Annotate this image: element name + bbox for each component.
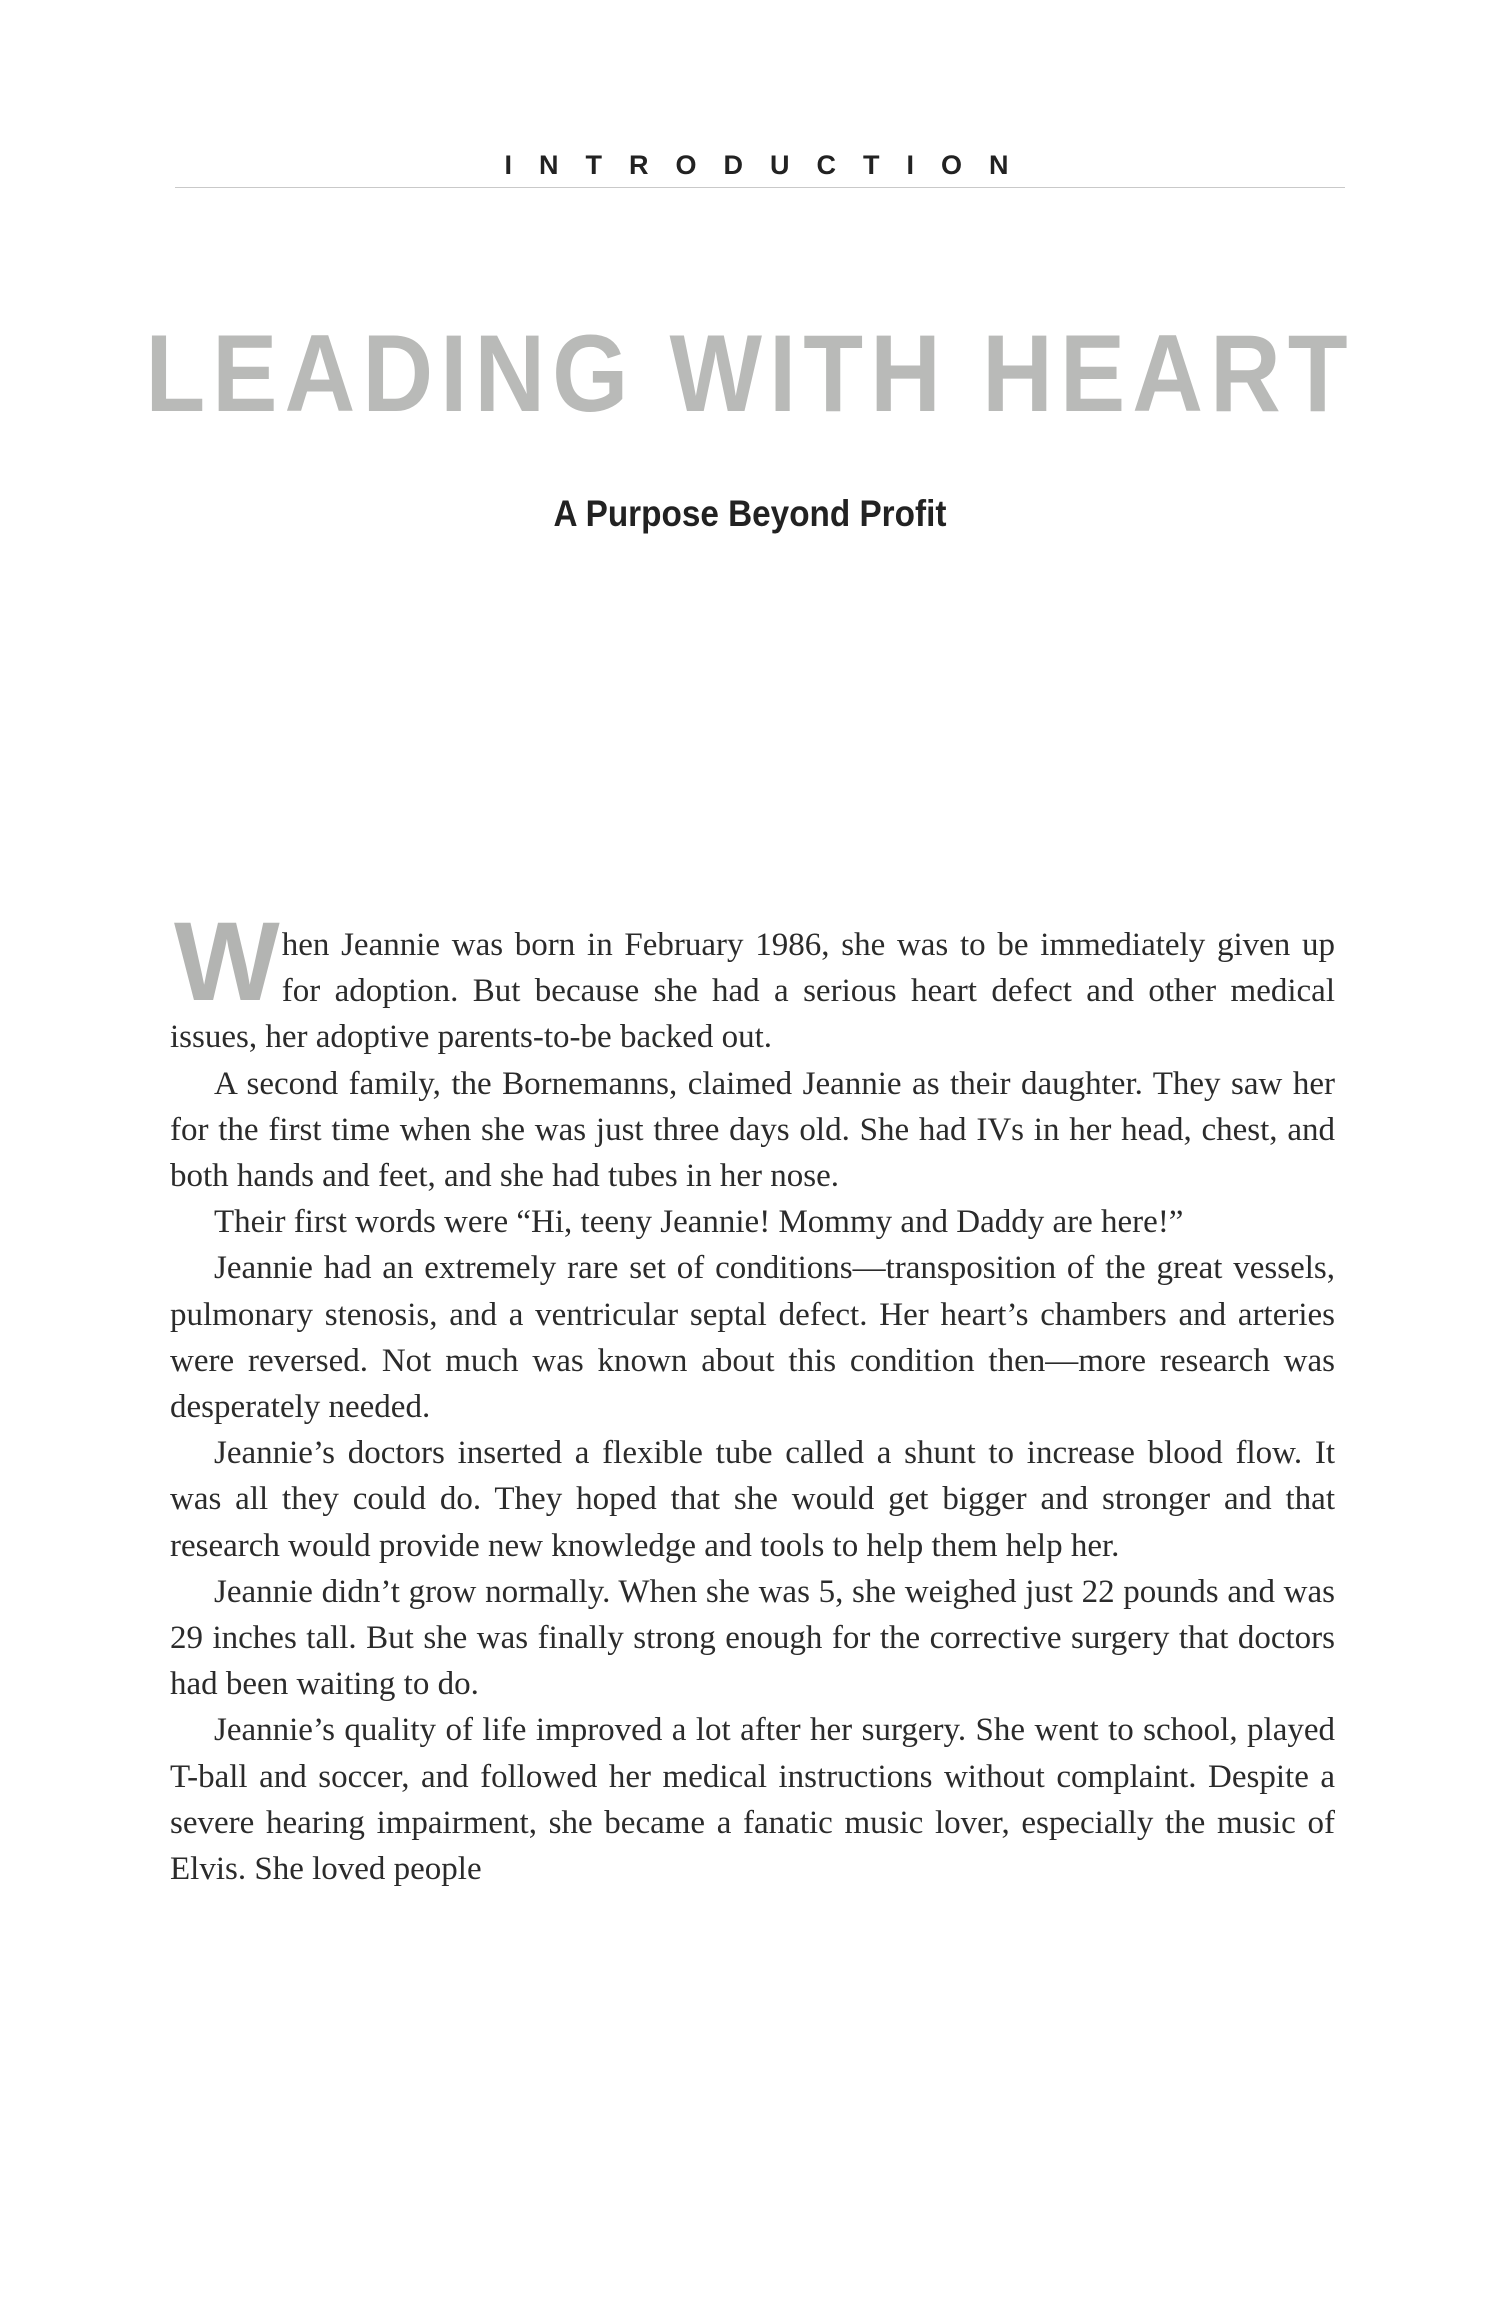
paragraph-text: hen Jeannie was born in February 1986, she was to be immediately given up for adoption. But because she had a serious heart defect and other medical issues, her adoptive parents-to-be backed out. — [170, 927, 1335, 1056]
paragraph — [170, 899, 1335, 1061]
paragraph: Jeannie didn’t grow normally. When she was 5, she weighed just 22 pounds and was 29 inches tall. But she was finally strong enough for the corrective surgery that doctors had been waiting to do. — [170, 1573, 1335, 1703]
chapter-subtitle: A Purpose Beyond Profit — [553, 493, 947, 534]
paragraph: Jeannie’s doctors inserted a flexible tube called a shunt to increase blood flow. It was all they could do. They hoped that she would get bigger and stronger and that research would provide new knowledge and tools to help them help her. — [170, 1435, 1335, 1564]
drop-cap: W — [174, 899, 280, 1024]
paragraph: Jeannie had an extremely rare set of conditions—transposition of the great vessels, pulmonary stenosis, and a ventricular septal defect. Her heart’s chambers and arteries were reversed. Not much was known about this condition then—more research was desperately needed. — [170, 1250, 1335, 1426]
chapter-title: LEADING WITH HEART — [145, 311, 1355, 435]
header-rule — [175, 187, 1345, 188]
paragraph: A second family, the Bornemanns, claimed Jeannie as their daughter. They saw her for the first time when she was just three days old. She had IVs in her head, chest, and both hands and feet, and she had tubes in her nose. — [170, 1065, 1335, 1195]
body-text — [170, 899, 1335, 1892]
paragraph: Jeannie’s quality of life improved a lot after her surgery. She went to school, played T-ball and soccer, and followed her medical instructions without complaint. Despite a severe hearing impairment, she became a fanatic music lover, especially the music of Elvis. She loved people — [170, 1712, 1335, 1888]
paragraph: Their first words were “Hi, teeny Jeannie! Mommy and Daddy are here!” — [214, 1204, 1184, 1241]
running-head: INTRODUCTION — [504, 150, 1036, 180]
